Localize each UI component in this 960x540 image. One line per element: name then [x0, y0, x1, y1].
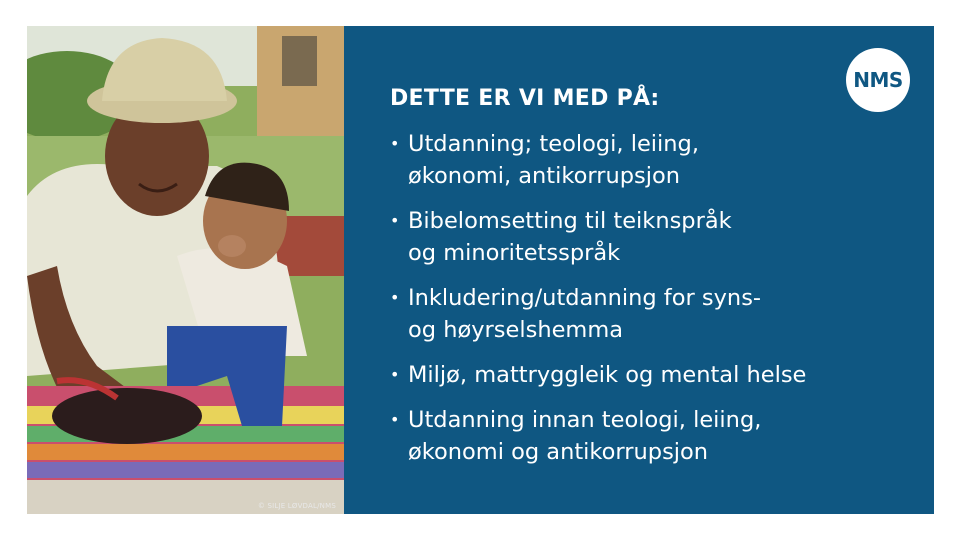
- list-item-line: og høyrselshemma: [408, 317, 624, 343]
- bullet-icon: •: [390, 365, 400, 384]
- list-item-line: og minoritetsspråk: [408, 240, 621, 266]
- photo: [27, 26, 344, 514]
- item-list: [388, 128, 908, 481]
- panel-heading: DETTE ER VI MED PÅ:: [390, 86, 660, 111]
- list-item-line: Miljø, mattryggleik og mental helse: [408, 362, 807, 388]
- bullet-icon: •: [390, 134, 400, 153]
- list-item: [388, 128, 908, 192]
- bullet-icon: •: [390, 288, 400, 307]
- list-item: [388, 404, 908, 468]
- list-item: [388, 359, 908, 391]
- list-item-line: Utdanning innan teologi, leiing,: [408, 407, 762, 433]
- list-item-line: økonomi og antikorrupsjon: [408, 439, 709, 465]
- list-item-line: økonomi, antikorrupsjon: [408, 163, 681, 189]
- photo-illustration: [27, 26, 344, 514]
- bullet-icon: •: [390, 410, 400, 429]
- bullet-icon: •: [390, 211, 400, 230]
- list-item-line: Utdanning; teologi, leiing,: [408, 131, 699, 157]
- list-item: [388, 205, 908, 269]
- content-panel: [344, 26, 934, 514]
- photo-credit: © SILJE LØVDAL/NMS: [257, 502, 336, 510]
- nms-logo: NMS: [846, 48, 910, 112]
- list-item: [388, 282, 908, 346]
- list-item-line: Inkludering/utdanning for syns-: [408, 285, 762, 311]
- list-item-line: Bibelomsetting til teiknspråk: [408, 208, 732, 234]
